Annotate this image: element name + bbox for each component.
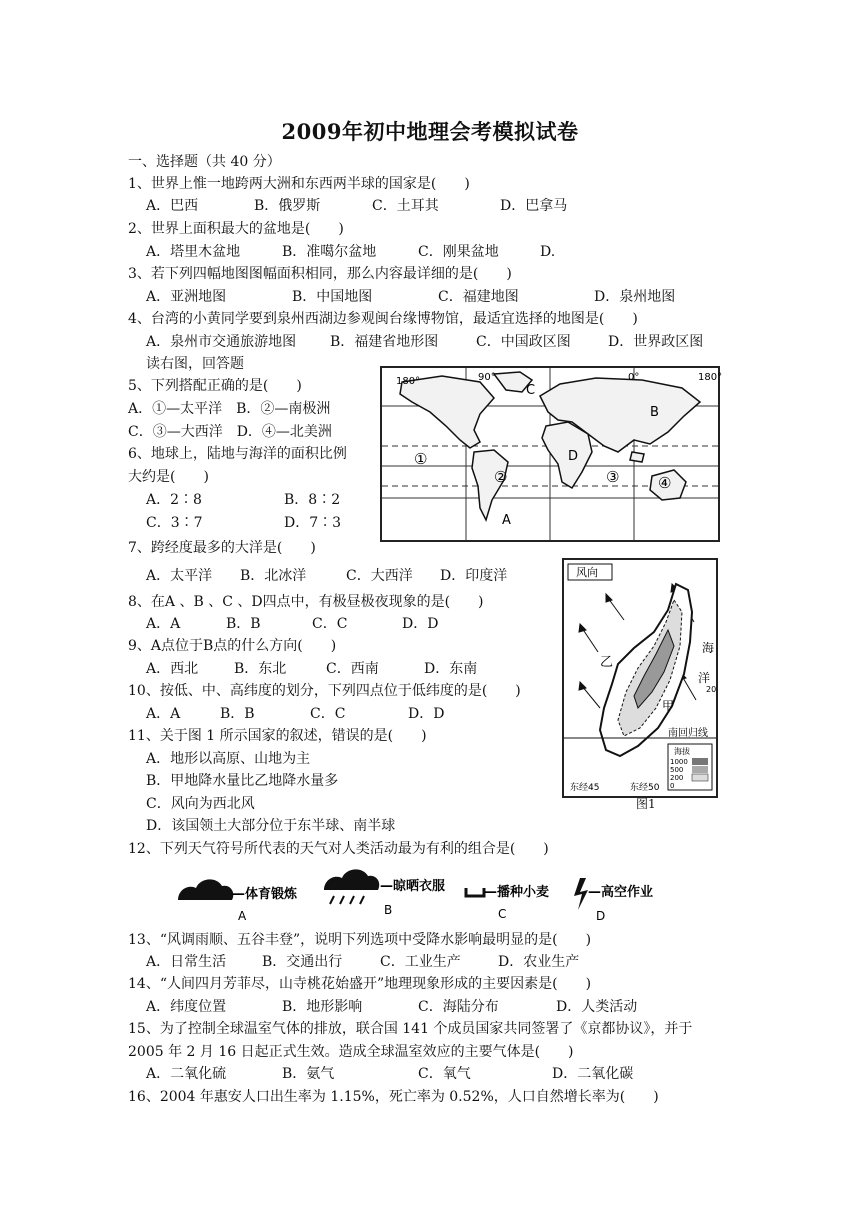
world-map-drawing xyxy=(382,368,723,540)
lon-45-label: 东经45 xyxy=(570,783,600,793)
q14-option-c: C．海陆分布 xyxy=(418,999,499,1015)
q8-stem: 8、在A 、B 、C 、D四点中，有极昼极夜现象的是( ) xyxy=(128,594,484,610)
q2-option-c: C．刚果盆地 xyxy=(418,244,499,260)
weather-symbols-drawing xyxy=(176,866,676,922)
q11-option-a: A．地形以高原、山地为主 xyxy=(146,751,311,767)
q15-stem-line2: 2005 年 2 月 16 日起正式生效。造成全球温室效应的主要气体是( ) xyxy=(128,1044,574,1060)
world-map-marker-2: ② xyxy=(494,468,508,486)
world-map-lon-90w: 90° xyxy=(478,372,496,383)
sea-label-1: 海 xyxy=(702,641,715,655)
point-jia-label: 甲 xyxy=(662,699,675,713)
q6-option-b: B．8∶2 xyxy=(284,492,341,508)
q8-option-c: C．C xyxy=(312,616,348,632)
cloudy-icon xyxy=(178,879,233,900)
read-map-instruction: 读右图，回答题 xyxy=(146,356,244,372)
world-map-point-c: C xyxy=(526,383,536,398)
q10-stem: 10、按低、中、高纬度的划分，下列四点位于低纬度的是( ) xyxy=(128,683,521,699)
world-map-point-b: B xyxy=(650,405,659,420)
q9-option-b: B．东北 xyxy=(234,661,287,677)
q15-stem-line1: 15、为了控制全球温室气体的排放，联合国 141 个成员国家共同签署了《京都协议》，并于 xyxy=(128,1021,693,1037)
legend-1000: 1000 xyxy=(670,758,688,766)
q1-stem: 1、世界上惟一地跨两大洲和东西两半球的国家是( ) xyxy=(128,176,470,192)
world-map xyxy=(380,366,723,542)
q6-stem-line2: 大约是( ) xyxy=(128,469,209,485)
q2-option-a: A．塔里木盆地 xyxy=(146,244,241,260)
figure-1-caption: 图1 xyxy=(636,797,656,811)
world-map-lon-180w: 180° xyxy=(396,376,421,387)
weather-d-letter: D xyxy=(596,909,606,923)
q13-option-b: B．交通出行 xyxy=(262,954,343,970)
q3-option-d: D．泉州地图 xyxy=(594,289,676,305)
legend-title: 海拔 xyxy=(674,747,690,756)
q15-option-d: D．二氧化碳 xyxy=(552,1066,634,1082)
legend-200: 200 xyxy=(670,774,684,782)
madagascar-map xyxy=(562,558,718,798)
world-map-lon-180e: 180° xyxy=(698,372,723,383)
q11-stem: 11、关于图 1 所示国家的叙述，错误的是( ) xyxy=(128,728,427,744)
sea-label-2: 洋 xyxy=(698,671,711,685)
q2-option-d: D. xyxy=(540,244,556,260)
q7-option-d: D．印度洋 xyxy=(440,568,508,584)
q9-option-a: A．西北 xyxy=(146,661,199,677)
q12-stem: 12、下列天气符号所代表的天气对人类活动最为有利的组合是( ) xyxy=(128,841,549,857)
q1-option-d: D．巴拿马 xyxy=(500,198,568,214)
q2-option-b: B．准噶尔盆地 xyxy=(282,244,377,260)
q7-option-a: A．太平洋 xyxy=(146,568,213,584)
q6-option-c: C．3∶7 xyxy=(146,515,203,531)
q8-option-b: B．B xyxy=(226,616,261,632)
q15-option-b: B．氨气 xyxy=(282,1066,335,1082)
world-map-marker-1: ① xyxy=(414,450,428,468)
q3-option-b: B．中国地图 xyxy=(292,289,373,305)
q1-option-c: C．土耳其 xyxy=(372,198,439,214)
q14-stem: 14、“人间四月芳菲尽，山寺桃花始盛开”地理现象形成的主要因素是( ) xyxy=(128,976,592,992)
q9-stem: 9、A点位于B点的什么方向( ) xyxy=(128,638,337,654)
weather-a-label: —体育锻炼 xyxy=(232,887,298,902)
q4-option-d: D．世界政区图 xyxy=(608,334,704,350)
q8-option-d: D．D xyxy=(402,616,439,632)
q13-option-a: A．日常生活 xyxy=(146,954,227,970)
q11-option-c: C．风向为西北风 xyxy=(146,796,255,812)
rain-icon xyxy=(324,869,379,890)
tropic-label: 南回归线 xyxy=(668,728,708,739)
q2-stem: 2、世界上面积最大的盆地是( ) xyxy=(128,221,344,237)
q6-option-d: D．7∶3 xyxy=(284,515,342,531)
world-map-marker-3: ③ xyxy=(606,468,620,486)
q1-option-a: A．巴西 xyxy=(146,198,199,214)
q5-options-ab: A．①—太平洋 B．②—南极洲 xyxy=(128,401,331,417)
world-map-lon-0: 0° xyxy=(628,372,640,383)
weather-b-label: —晾晒衣服 xyxy=(380,879,446,894)
q14-option-a: A．纬度位置 xyxy=(146,999,227,1015)
q5-options-cd: C．③—大西洋 D．④—北美洲 xyxy=(128,424,332,440)
section-heading: 一、选择题（共 40 分） xyxy=(128,154,281,170)
q7-option-b: B．北冰洋 xyxy=(240,568,307,584)
exam-title: 2009年初中地理会考模拟试卷 xyxy=(281,119,579,144)
q4-option-b: B．福建省地形图 xyxy=(330,334,439,350)
q11-option-b: B．甲地降水量比乙地降水量多 xyxy=(146,773,339,789)
madagascar-map-drawing xyxy=(564,560,716,796)
q9-option-d: D．东南 xyxy=(424,661,478,677)
weather-d-label: —高空作业 xyxy=(588,885,654,900)
q6-option-a: A．2∶8 xyxy=(146,492,202,508)
q9-option-c: C．西南 xyxy=(326,661,379,677)
legend-500: 500 xyxy=(670,766,684,774)
q11-option-d: D．该国领土大部分位于东半球、南半球 xyxy=(146,818,396,834)
q10-option-b: B．B xyxy=(220,706,255,722)
sunny-icon xyxy=(466,888,484,896)
legend-0: 0 xyxy=(670,782,675,790)
weather-c-letter: C xyxy=(498,907,507,921)
world-map-point-a: A xyxy=(502,513,511,528)
wind-label: 风向 xyxy=(576,566,598,579)
q1-option-b: B．俄罗斯 xyxy=(254,198,321,214)
q4-option-a: A．泉州市交通旅游地图 xyxy=(146,334,297,350)
weather-a-letter: A xyxy=(238,909,247,923)
q10-option-c: C．C xyxy=(310,706,346,722)
lat-20-label: 20 xyxy=(706,685,717,694)
lon-50-label: 东经50 xyxy=(630,783,660,793)
q6-stem-line1: 6、地球上，陆地与海洋的面积比例 xyxy=(128,446,347,462)
world-map-point-d: D xyxy=(568,449,579,464)
q15-option-c: C．氧气 xyxy=(418,1066,471,1082)
q10-option-d: D．D xyxy=(408,706,445,722)
q3-option-c: C．福建地图 xyxy=(438,289,519,305)
q13-option-c: C．工业生产 xyxy=(380,954,461,970)
q14-option-b: B．地形影响 xyxy=(282,999,363,1015)
q4-stem: 4、台湾的小黄同学要到泉州西湖边参观闽台缘博物馆，最适宜选择的地图是( ) xyxy=(128,311,638,327)
weather-symbols xyxy=(176,866,676,922)
q8-option-a: A．A xyxy=(146,616,181,632)
q5-stem: 5、下列搭配正确的是( ) xyxy=(128,378,302,394)
q13-option-d: D．农业生产 xyxy=(498,954,580,970)
point-yi-label: 乙 xyxy=(600,655,614,670)
q16-stem: 16、2004 年惠安人口出生率为 1.15%，死亡率为 0.52%，人口自然增长率为( ) xyxy=(128,1089,659,1105)
q4-option-c: C．中国政区图 xyxy=(476,334,571,350)
q7-stem: 7、跨经度最多的大洋是( ) xyxy=(128,540,316,556)
thunder-icon xyxy=(574,878,588,910)
weather-c-label: —播种小麦 xyxy=(484,885,550,900)
q13-stem: 13、“风调雨顺、五谷丰登”，说明下列选项中受降水影响最明显的是( ) xyxy=(128,932,592,948)
q10-option-a: A．A xyxy=(146,706,181,722)
q3-option-a: A．亚洲地图 xyxy=(146,289,227,305)
q15-option-a: A．二氧化硫 xyxy=(146,1066,227,1082)
q14-option-d: D．人类活动 xyxy=(556,999,638,1015)
q7-option-c: C．大西洋 xyxy=(346,568,413,584)
q3-stem: 3、若下列四幅地图图幅面积相同，那么内容最详细的是( ) xyxy=(128,266,512,282)
world-map-marker-4: ④ xyxy=(658,474,672,492)
weather-b-letter: B xyxy=(384,903,393,917)
